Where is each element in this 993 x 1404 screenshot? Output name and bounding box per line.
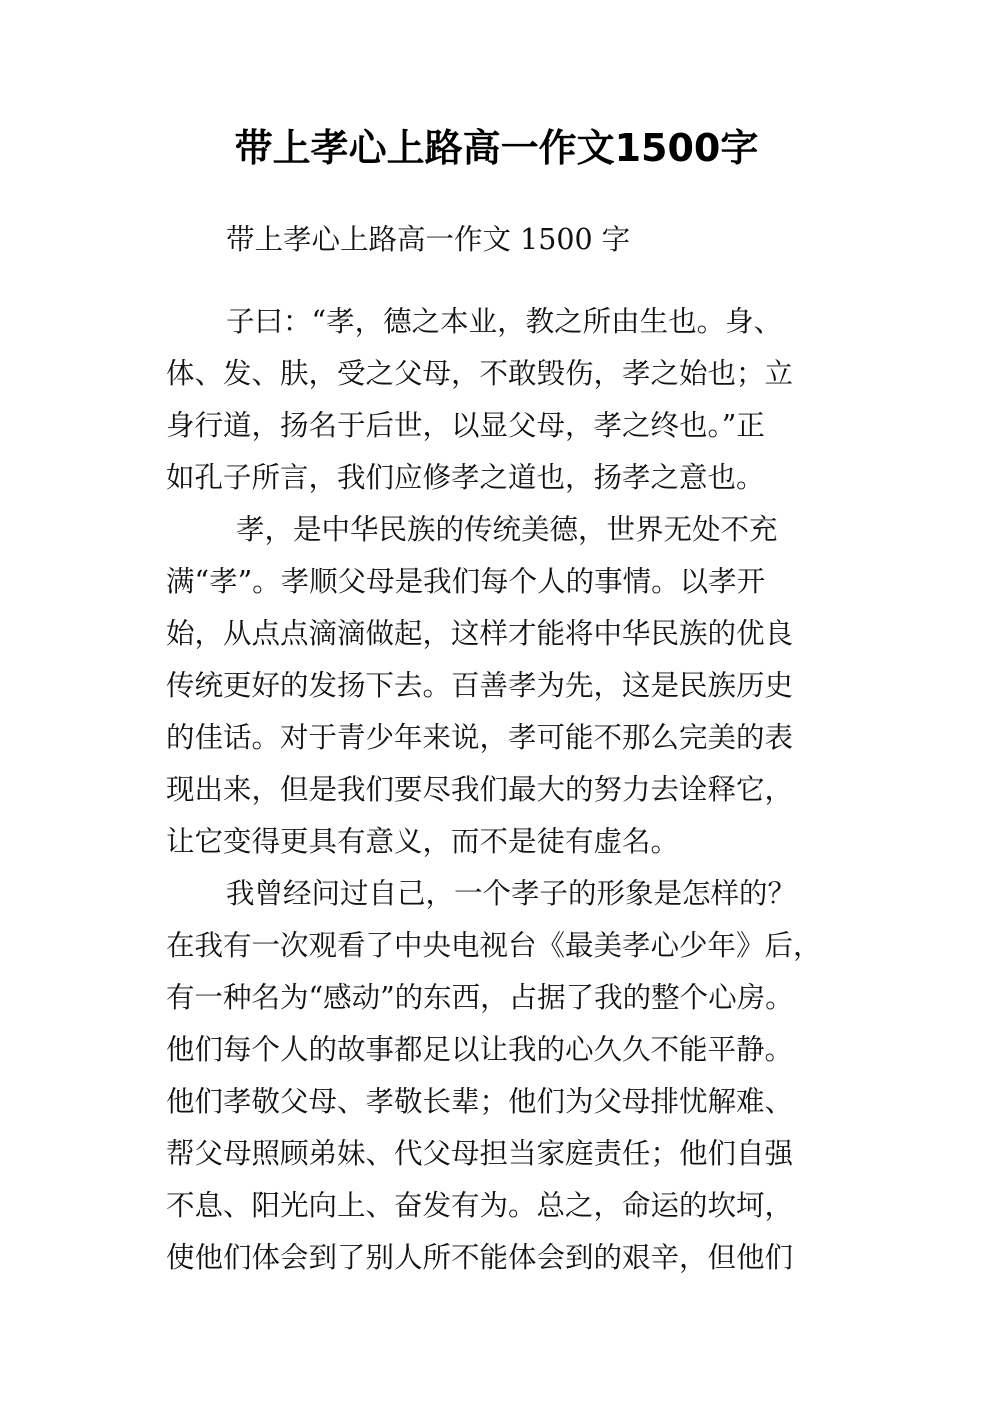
paragraph-line: 帮父母照顾弟妹、代父母担当家庭责任；他们自强 (166, 1137, 794, 1170)
paragraph-line: 不息、阳光向上、奋发有为。总之，命运的坎坷， (166, 1189, 794, 1222)
paragraph-line: 现出来，但是我们要尽我们最大的努力去诠释它， (166, 773, 794, 806)
paragraph-line: 的佳话。对于青少年来说，孝可能不那么完美的表 (166, 721, 794, 754)
paragraph-line: 有一种名为“感动”的东西，占据了我的整个心房。 (166, 981, 794, 1014)
paragraph-line: 子曰：“孝，德之本业，教之所由生也。身、 (226, 305, 783, 338)
paragraph-line: 使他们体会到了别人所不能体会到的艰辛，但他们 (166, 1241, 794, 1274)
paragraph-line: 身行道，扬名于后世，以显父母，孝之终也。”正 (166, 409, 765, 442)
paragraph-line: 如孔子所言，我们应修孝之道也，扬孝之意也。 (166, 461, 765, 494)
paragraph-line: 我曾经问过自己，一个孝子的形象是怎样的？ (226, 877, 797, 910)
paragraph-line: 始，从点点滴滴做起，这样才能将中华民族的优良 (166, 617, 794, 650)
paragraph-line: 在我有一次观看了中央电视台《最美孝心少年》后， (166, 929, 822, 962)
paragraph-line: 体、发、肤，受之父母，不敢毁伤，孝之始也；立 (166, 357, 794, 390)
paragraph-line: 他们每个人的故事都足以让我的心久久不能平静。 (166, 1033, 794, 1066)
paragraph-line: 满“孝”。孝顺父母是我们每个人的事情。以孝开 (166, 565, 766, 598)
paragraph-line: 他们孝敬父母、孝敬长辈；他们为父母排忧解难、 (166, 1085, 794, 1118)
paragraph-line: 孝，是中华民族的传统美德，世界无处不充 (236, 513, 778, 546)
paragraph-line: 传统更好的发扬下去。百善孝为先，这是民族历史 (166, 669, 794, 702)
paragraph-line: 让它变得更具有意义，而不是徒有虚名。 (166, 825, 680, 858)
document-subtitle: 带上孝心上路高一作文 1500 字 (226, 223, 631, 256)
document-title: 带上孝心上路高一作文1500字 (234, 126, 759, 170)
